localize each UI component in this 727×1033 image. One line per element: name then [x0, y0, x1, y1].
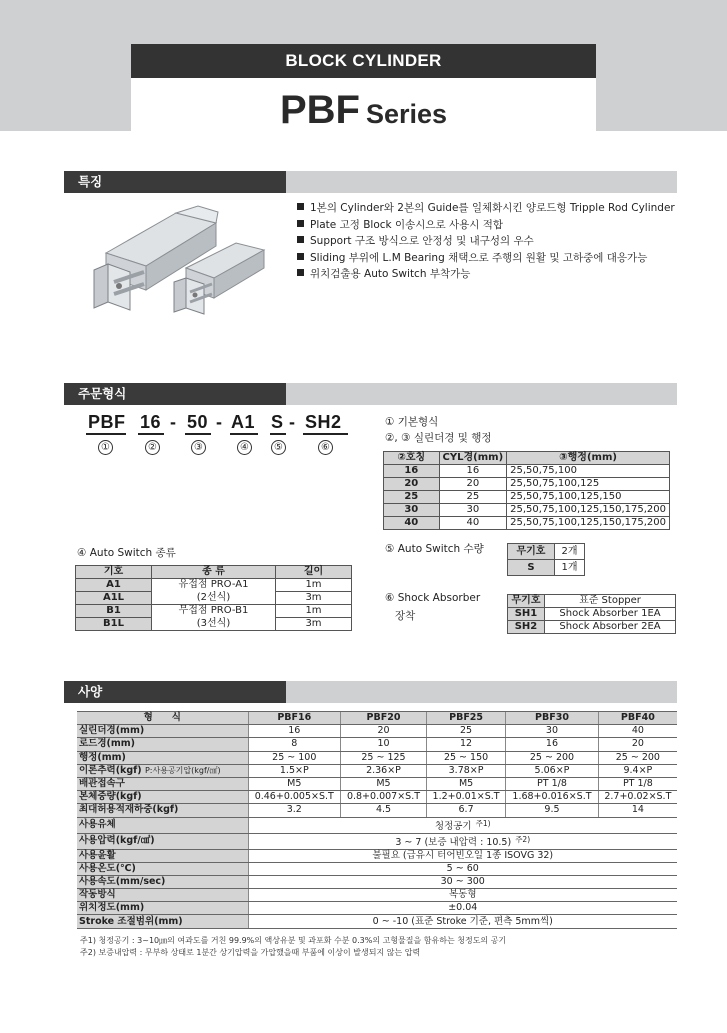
table-row: SH2 Shock Absorber 2EA — [508, 621, 676, 634]
table-row: A1L (2선식) 3m — [76, 592, 352, 605]
table-row: 배관접속구 M5 M5 M5 PT 1/8 PT 1/8 — [77, 777, 677, 790]
column-header: PBF40 — [598, 712, 677, 725]
column-header: ②호칭 — [384, 452, 440, 465]
table-row: 행정(mm) 25 ~ 100 25 ~ 125 25 ~ 150 25 ~ 200 25 ~ 200 — [77, 751, 677, 764]
table-row: 16 16 25,50,75,100 — [384, 465, 670, 478]
column-header: 길이 — [276, 566, 352, 579]
shock-title: ⑥ Shock Absorber — [385, 592, 481, 604]
bullet-square-icon — [297, 253, 304, 260]
table-row: 사용압력(kgf/㎠) 3 ~ 7 (보증 내압력 : 10.5) $^{주2)}$ — [77, 833, 677, 849]
code-part-base: PBF — [88, 412, 126, 432]
series-title — [131, 78, 596, 144]
column-header: ③행정(mm) — [507, 452, 670, 465]
bullet-square-icon — [297, 236, 304, 243]
column-header: PBF25 — [426, 712, 505, 725]
spec-section-bar — [64, 681, 677, 703]
table-row: 30 30 25,50,75,100,125,150,175,200 — [384, 504, 670, 517]
code-underline — [270, 433, 286, 435]
code-underline — [138, 433, 164, 435]
code-sep: - — [289, 412, 296, 432]
table-row: 본체중량(kgf) 0.46+0.005×S.T 0.8+0.007×S.T 1.2+0.01×S.T 1.68+0.016×S.T 2.7+0.02×S.T — [77, 791, 677, 804]
table-row: 사용온도(℃) 5 ~ 60 — [77, 862, 677, 875]
features-section-bar — [64, 171, 677, 193]
position-marker-1: ① — [98, 440, 113, 455]
code-sep: - — [216, 412, 223, 432]
column-header: 형 식 — [77, 712, 248, 725]
column-header: PBF30 — [506, 712, 599, 725]
code-part-stroke: 50 — [187, 412, 209, 432]
code-part-qty: S — [271, 412, 284, 432]
table-row: B1 무접점 PRO-B1 1m — [76, 605, 352, 618]
position-marker-2: ② — [145, 440, 160, 455]
table-row: SH1 Shock Absorber 1EA — [508, 608, 676, 621]
code-underline — [185, 433, 211, 435]
table-row: 최대허용적재하중(kgf) 3.2 4.5 6.7 9.5 14 — [77, 804, 677, 817]
code-part-shock: SH2 — [305, 412, 342, 432]
series-word: Series — [365, 99, 448, 129]
table-row: B1L (3선식) 3m — [76, 618, 352, 631]
series-code: PBF — [279, 88, 360, 132]
position-marker-5: ⑤ — [271, 440, 286, 455]
table-row: 작동방식 복동형 — [77, 889, 677, 902]
footnote-2: 주2) 보증내압력 : 무부하 상태로 1분간 상기압력을 가압했을때 부품에 이상이 발생되지 않는 압력 — [80, 948, 421, 957]
code-underline — [303, 433, 348, 435]
table-row: 사용속도(mm/sec) 30 ~ 300 — [77, 875, 677, 888]
feature-item: Plate 고정 Block 이송시으로 사용시 적합 — [297, 217, 675, 234]
table-row: A1 유접점 PRO-A1 1m — [76, 579, 352, 592]
note-bore-stroke: ②, ③ 실린더경 및 행정 — [385, 432, 492, 444]
table-row: 실린더경(mm) 16 20 25 30 40 — [77, 725, 677, 738]
switch-qty-table — [507, 543, 585, 576]
product-photo — [86, 198, 271, 323]
code-underline — [86, 433, 126, 435]
table-row: 20 20 25,50,75,100,125 — [384, 478, 670, 491]
table-row: 무기호 2개 — [508, 544, 585, 560]
feature-item: 1본의 Cylinder와 2본의 Guide를 일체화시킨 양로드형 Tripple Rod Cylinder — [297, 200, 675, 217]
position-marker-3: ③ — [191, 440, 206, 455]
switch-type-title: ④ Auto Switch 종류 — [77, 547, 176, 559]
feature-item: Support 구조 방식으로 안정성 및 내구성의 우수 — [297, 233, 675, 250]
features-list — [297, 200, 675, 283]
shock-absorber-table — [507, 594, 676, 634]
code-sep: - — [170, 412, 177, 432]
column-header: PBF20 — [341, 712, 427, 725]
column-header: CYL경(mm) — [439, 452, 507, 465]
order-section-title: 주문형식 — [64, 383, 286, 405]
table-row: 25 25 25,50,75,100,125,150 — [384, 491, 670, 504]
code-part-switch: A1 — [231, 412, 256, 432]
position-marker-4: ④ — [237, 440, 252, 455]
table-row: 이론추력(kgf) P:사용공기압(kgf/㎠) 1.5×P 2.36×P 3.78×P 5.06×P 9.4×P — [77, 764, 677, 777]
table-row: 40 40 25,50,75,100,125,150,175,200 — [384, 517, 670, 530]
feature-item: Sliding 부위에 L.M Bearing 채택으로 주행의 원활 및 고하중에 대응가능 — [297, 250, 675, 267]
position-marker-6: ⑥ — [318, 440, 333, 455]
table-row: Stroke 조절범위(mm) 0 ~ -10 (표준 Stroke 기준, 편측 5mm씩) — [77, 915, 677, 928]
bullet-square-icon — [297, 269, 304, 276]
table-row: 사용유체 청정공기 $^{주1)}$ — [77, 817, 677, 833]
switch-qty-title: ⑤ Auto Switch 수량 — [385, 543, 484, 555]
table-row: 로드경(mm) 8 10 12 16 20 — [77, 738, 677, 751]
bullet-square-icon — [297, 203, 304, 210]
column-header: 종 류 — [152, 566, 276, 579]
switch-type-table — [75, 565, 352, 631]
shock-title-line2: 장착 — [395, 610, 416, 622]
code-part-bore: 16 — [140, 412, 162, 432]
table-row: S 1개 — [508, 560, 585, 576]
column-header: 기호 — [76, 566, 152, 579]
spec-table — [77, 711, 677, 929]
bore-stroke-table — [383, 451, 670, 530]
spec-section-title: 사양 — [64, 681, 286, 703]
category-title: BLOCK CYLINDER — [131, 44, 596, 78]
table-row: 무기호 표준 Stopper — [508, 595, 676, 608]
order-section-bar — [64, 383, 677, 405]
bullet-square-icon — [297, 220, 304, 227]
footnote-1: 주1) 청정공기 : 3~10㎛의 여과도를 거친 99.9%의 액상유분 및 과포화 수분 0.3%의 고형물질을 함유하는 청정도의 공기 — [80, 936, 507, 945]
features-section-title: 특징 — [64, 171, 286, 193]
column-header: PBF16 — [248, 712, 341, 725]
note-basic-type: ① 기본형식 — [385, 416, 439, 428]
table-row: 사용윤활 불필요 (급유시 터어빈오일 1종 ISOVG 32) — [77, 849, 677, 862]
feature-item: 위치검출용 Auto Switch 부착가능 — [297, 266, 675, 283]
table-row: 위치정도(mm) ±0.04 — [77, 902, 677, 915]
code-underline — [230, 433, 258, 435]
